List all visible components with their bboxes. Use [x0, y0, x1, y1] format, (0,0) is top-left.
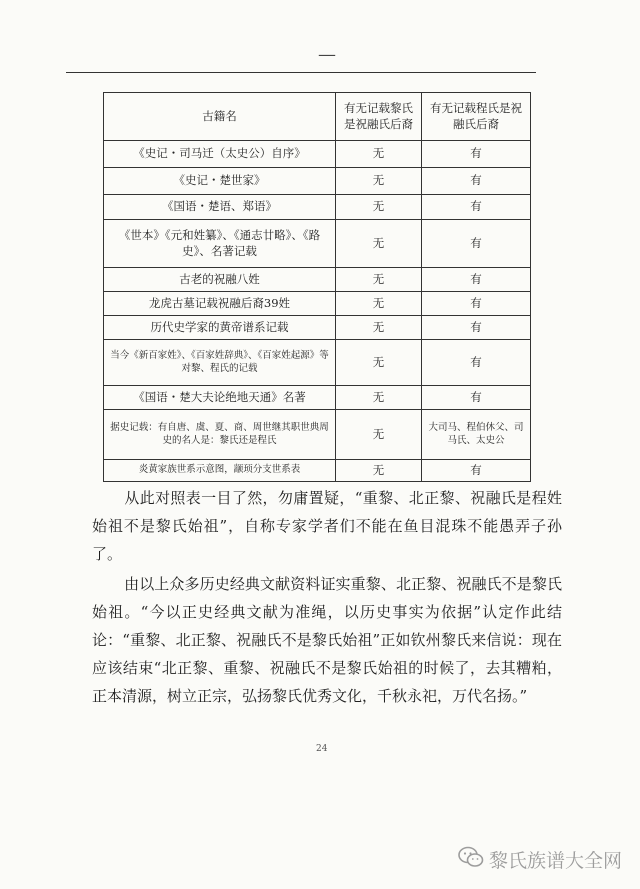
table-row: [104, 268, 531, 292]
book-cell: 龙虎古墓记载祝融后裔39姓: [104, 292, 336, 316]
book-cell: 《国语・楚大夫论绝地天通》名著: [104, 386, 336, 410]
cheng-cell: 有: [422, 220, 531, 268]
li-cell: 无: [336, 268, 422, 292]
li-cell: 无: [336, 220, 422, 268]
ancient-books-table: [103, 92, 531, 482]
cheng-cell: 有: [422, 292, 531, 316]
table-header-row: [104, 93, 531, 141]
li-cell: 无: [336, 195, 422, 220]
page-header-mark: —: [318, 44, 336, 65]
book-cell: 古老的祝融八姓: [104, 268, 336, 292]
book-cell: 《史记・楚世家》: [104, 168, 336, 195]
table-row: [104, 316, 531, 340]
table-row: [104, 168, 531, 195]
book-cell: 当今《新百家姓》、《百家姓辞典》、《百家姓起源》等对黎、程氏的记载: [104, 340, 336, 386]
header-rule: [66, 72, 536, 73]
cheng-cell: 有: [422, 168, 531, 195]
cheng-cell: 有: [422, 316, 531, 340]
cheng-cell: 有: [422, 460, 531, 482]
table-row: [104, 195, 531, 220]
body-paragraph: [92, 484, 562, 568]
li-cell: 无: [336, 460, 422, 482]
cheng-cell: 有: [422, 195, 531, 220]
li-cell: 无: [336, 168, 422, 195]
wechat-icon: [458, 846, 484, 873]
page-number: 24: [316, 744, 328, 754]
book-cell: 据史记载：有自唐、虞、夏、商、周世继其职世典周史的名人是：黎氏还是程氏: [104, 410, 336, 460]
li-cell: 无: [336, 410, 422, 460]
cheng-cell: 有: [422, 268, 531, 292]
li-cell: 无: [336, 340, 422, 386]
table-row: [104, 141, 531, 168]
cheng-cell: 有: [422, 386, 531, 410]
li-cell: 无: [336, 141, 422, 168]
book-cell: 《世本》《元和姓纂》、《通志廿略》、《路史》、名著记载: [104, 220, 336, 268]
book-cell: 炎黄家族世系示意图，颛顼分支世系表: [104, 460, 336, 482]
table-row: [104, 460, 531, 482]
table-row: [104, 410, 531, 460]
li-cell: 无: [336, 386, 422, 410]
book-cell: 历代史学家的黄帝谱系记载: [104, 316, 336, 340]
paragraph-text: 从此对照表一目了然，勿庸置疑，“重黎、北正黎、祝融氏是程姓始祖不是黎氏始祖”，自称专家学者们不能在鱼目混珠不能愚弄子孙了。: [92, 489, 562, 563]
cheng-cell: 大司马、程伯休父、司马氏、太史公: [422, 410, 531, 460]
header-li-record: 有无记载黎氏是祝融氏后裔: [336, 93, 422, 141]
book-cell: 《史记・司马迁（太史公）自序》: [104, 141, 336, 168]
header-cheng-record: 有无记载程氏是祝融氏后裔: [422, 93, 531, 141]
paragraph-text: 由以上众多历史经典文献资料证实重黎、北正黎、祝融氏不是黎氏始祖。“今以正史经典文献为准绳，以历史事实为依据”认定作此结论：“重黎、北正黎、祝融氏不是黎氏始祖”正如钦州黎氏来信说：现在应该结束“北正黎、重黎、祝融氏不是黎氏始祖的时候了，去其糟粕，正本清源，树立正宗，弘扬黎氏优秀文化，千秋永祀，万代名扬。”: [92, 575, 562, 705]
table-row: [104, 292, 531, 316]
header-book-name: 古籍名: [104, 93, 336, 141]
book-cell: 《国语・楚语、郑语》: [104, 195, 336, 220]
body-paragraph: [92, 570, 562, 710]
table-row: [104, 386, 531, 410]
cheng-cell: 有: [422, 340, 531, 386]
watermark: [458, 846, 622, 873]
cheng-cell: 有: [422, 141, 531, 168]
li-cell: 无: [336, 316, 422, 340]
watermark-text: 黎氏族谱大全网: [488, 850, 622, 872]
table-row: [104, 340, 531, 386]
table-row: [104, 220, 531, 268]
li-cell: 无: [336, 292, 422, 316]
